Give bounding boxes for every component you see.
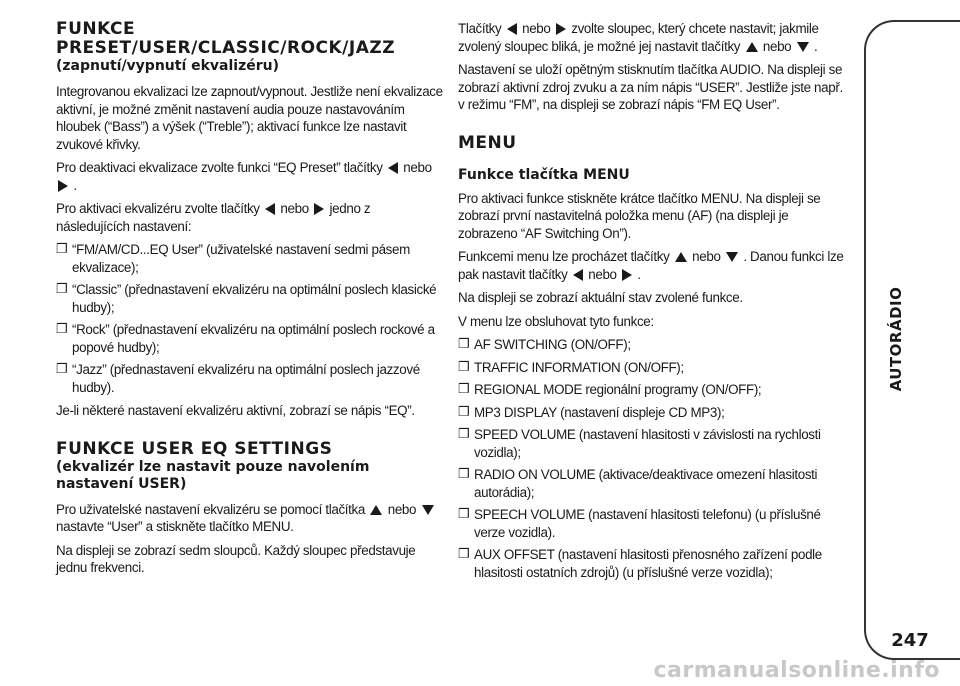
paragraph-activate bbox=[56, 200, 446, 235]
text: Funkcemi menu lze procházet tlačítky bbox=[458, 249, 670, 264]
right-arrow-icon bbox=[622, 269, 632, 281]
text: TRAFFIC INFORMATION (ON/OFF); bbox=[474, 359, 684, 375]
left-arrow-icon bbox=[573, 269, 583, 281]
list-item bbox=[458, 381, 848, 399]
text: Tlačítky bbox=[458, 21, 502, 36]
paragraph-menu-functions: V menu lze obsluhovat tyto funkce: bbox=[458, 313, 654, 329]
list-item bbox=[458, 546, 848, 581]
bullet-icon: ❒ bbox=[458, 358, 470, 374]
right-arrow-icon bbox=[556, 23, 566, 35]
text: nebo bbox=[280, 201, 309, 216]
up-arrow-icon bbox=[746, 42, 758, 52]
text: “Classic” (přednastavení ekvalizéru na optimální poslech klasické hudby); bbox=[72, 282, 437, 315]
bullet-icon: ❒ bbox=[56, 281, 68, 296]
chapter-label: AUTORÁDIO bbox=[887, 286, 905, 392]
text: nebo bbox=[588, 266, 617, 282]
text: MP3 DISPLAY (nastavení displeje CD MP3); bbox=[474, 404, 725, 420]
paragraph-user-setting bbox=[56, 501, 446, 536]
down-arrow-icon bbox=[797, 42, 809, 52]
list-item bbox=[458, 336, 848, 354]
list-item bbox=[458, 404, 848, 422]
text: nastavte “User” a stiskněte tlačítko MENU. bbox=[56, 519, 294, 534]
text: . Danou funkci lze pak nastavit tlačítky bbox=[458, 249, 844, 282]
right-arrow-icon bbox=[58, 180, 68, 192]
text: . bbox=[73, 177, 77, 193]
section-heading-eq-preset-line1: FUNKCE bbox=[56, 19, 136, 39]
watermark: carmanualsonline.info bbox=[653, 658, 940, 683]
left-arrow-icon bbox=[388, 162, 398, 174]
text: Pro aktivaci ekvalizéru zvolte tlačítky bbox=[56, 201, 260, 216]
bullet-icon: ❒ bbox=[56, 241, 68, 256]
bullet-icon: ❒ bbox=[56, 361, 68, 376]
bullet-icon: ❒ bbox=[458, 336, 470, 351]
bullet-icon: ❒ bbox=[458, 403, 470, 419]
bullet-icon: ❒ bbox=[458, 546, 470, 561]
text: . bbox=[637, 266, 641, 282]
text: SPEED VOLUME (nastavení hlasitosti v závislosti na rychlosti vozidla); bbox=[474, 427, 821, 460]
list-item bbox=[458, 359, 848, 377]
text: REGIONAL MODE regionální programy (ON/OFF); bbox=[474, 382, 762, 397]
text: nebo bbox=[522, 21, 551, 36]
right-column bbox=[458, 20, 848, 587]
bullet-icon: ❒ bbox=[458, 506, 470, 521]
paragraph-deactivate bbox=[56, 159, 446, 194]
left-arrow-icon bbox=[265, 203, 275, 215]
text: jedno z následujících nastavení: bbox=[56, 201, 371, 234]
text: AUX OFFSET (nastavení hlasitosti přenosného zařízení podle hlasitosti ostatních zdrojů) (u příslušné verze vozidla); bbox=[474, 547, 822, 580]
list-item bbox=[56, 361, 446, 396]
list-item bbox=[458, 466, 848, 501]
left-column bbox=[56, 20, 446, 583]
section-heading-user-eq: FUNKCE USER EQ SETTINGS bbox=[56, 438, 333, 459]
up-arrow-icon bbox=[675, 252, 687, 262]
paragraph-select-column bbox=[458, 20, 848, 55]
section-subheading-user-eq: (ekvalizér lze nastavit pouze navolením nastavení USER) bbox=[56, 458, 370, 492]
text: nebo bbox=[692, 249, 721, 264]
list-item bbox=[458, 426, 848, 461]
paragraph-intro: Integrovanou ekvalizaci lze zapnout/vypnout. Jestliže není ekvalizace aktivní, je možné změnit nastavení audia pouze nastavováním hloubek (“Bass”) a výšek (“Treble”); aktivací funkce lze nastavit zvukové křivky. bbox=[56, 84, 443, 152]
down-arrow-icon bbox=[422, 505, 434, 515]
text: nebo bbox=[387, 501, 417, 517]
paragraph-menu-activate: Pro aktivaci funkce stiskněte krátce tlačítko MENU. Na displeji se zobrazí první nastavitelná položka menu (AF) (na displeji je zobrazeno “AF Switching On”). bbox=[458, 190, 821, 241]
paragraph-eq-indicator: Je-li některé nastavení ekvalizéru aktivní, zobrazí se nápis “EQ”. bbox=[56, 403, 415, 418]
page-number: 247 bbox=[891, 630, 929, 651]
bullet-icon: ❒ bbox=[458, 466, 470, 481]
up-arrow-icon bbox=[370, 505, 382, 515]
text: AF SWITCHING (ON/OFF); bbox=[474, 337, 631, 352]
text: . bbox=[814, 38, 818, 54]
text: “Rock” (přednastavení ekvalizéru na optimální poslech rockové a popové hudby); bbox=[72, 322, 435, 355]
chapter-tab bbox=[864, 20, 960, 660]
list-item bbox=[56, 241, 446, 276]
eq-preset-list bbox=[56, 241, 446, 396]
text: SPEECH VOLUME (nastavení hlasitosti telefonu) (u příslušné verze vozidla). bbox=[474, 507, 821, 540]
menu-function-list bbox=[458, 336, 848, 581]
paragraph-save-setting: Nastavení se uloží opětným stisknutím tlačítka AUDIO. Na displeji se zobrazí aktivní zdroj zvuku a za ním nápis “USER”. Jestliže jste např. v režimu “FM”, na displeji se zobrazí nápis “FM EQ User”. bbox=[458, 62, 843, 112]
section-heading-menu: MENU bbox=[458, 132, 517, 153]
text: zvolte sloupec, který chcete nastavit; jakmile zvolený sloupec bliká, je možné jej nastavit tlačítky bbox=[458, 21, 819, 54]
paragraph-seven-columns: Na displeji se zobrazí sedm sloupců. Každý sloupec představuje jednu frekvenci. bbox=[56, 542, 416, 575]
text: “Jazz” (přednastavení ekvalizéru na optimální poslech jazzové hudby). bbox=[72, 362, 420, 395]
list-item bbox=[458, 506, 848, 541]
text: “FM/AM/CD...EQ User” (uživatelské nastavení sedmi pásem ekvalizace); bbox=[72, 242, 410, 275]
right-arrow-icon bbox=[314, 203, 324, 215]
section-heading-eq-preset-line2: PRESET/USER/CLASSIC/ROCK/JAZZ bbox=[56, 38, 396, 58]
section-subheading-eq: (zapnutí/vypnutí ekvalizéru) bbox=[56, 58, 280, 74]
text: RADIO ON VOLUME (aktivace/deaktivace omezení hlasitosti autorádia); bbox=[474, 467, 818, 500]
paragraph-menu-navigate bbox=[458, 248, 848, 283]
text: nebo bbox=[762, 38, 792, 54]
left-arrow-icon bbox=[507, 23, 517, 35]
section-subheading-menu-button: Funkce tlačítka MENU bbox=[458, 166, 630, 183]
text: nebo bbox=[403, 160, 432, 175]
text: Pro uživatelské nastavení ekvalizéru se pomocí tlačítka bbox=[56, 501, 365, 517]
list-item bbox=[56, 281, 446, 316]
text: Pro deaktivaci ekvalizace zvolte funkci “EQ Preset” tlačítky bbox=[56, 160, 383, 175]
bullet-icon: ❒ bbox=[56, 321, 68, 336]
bullet-icon: ❒ bbox=[458, 381, 470, 396]
paragraph-current-state: Na displeji se zobrazí aktuální stav zvolené funkce. bbox=[458, 290, 743, 305]
down-arrow-icon bbox=[726, 252, 738, 262]
bullet-icon: ❒ bbox=[458, 426, 470, 441]
list-item bbox=[56, 321, 446, 356]
